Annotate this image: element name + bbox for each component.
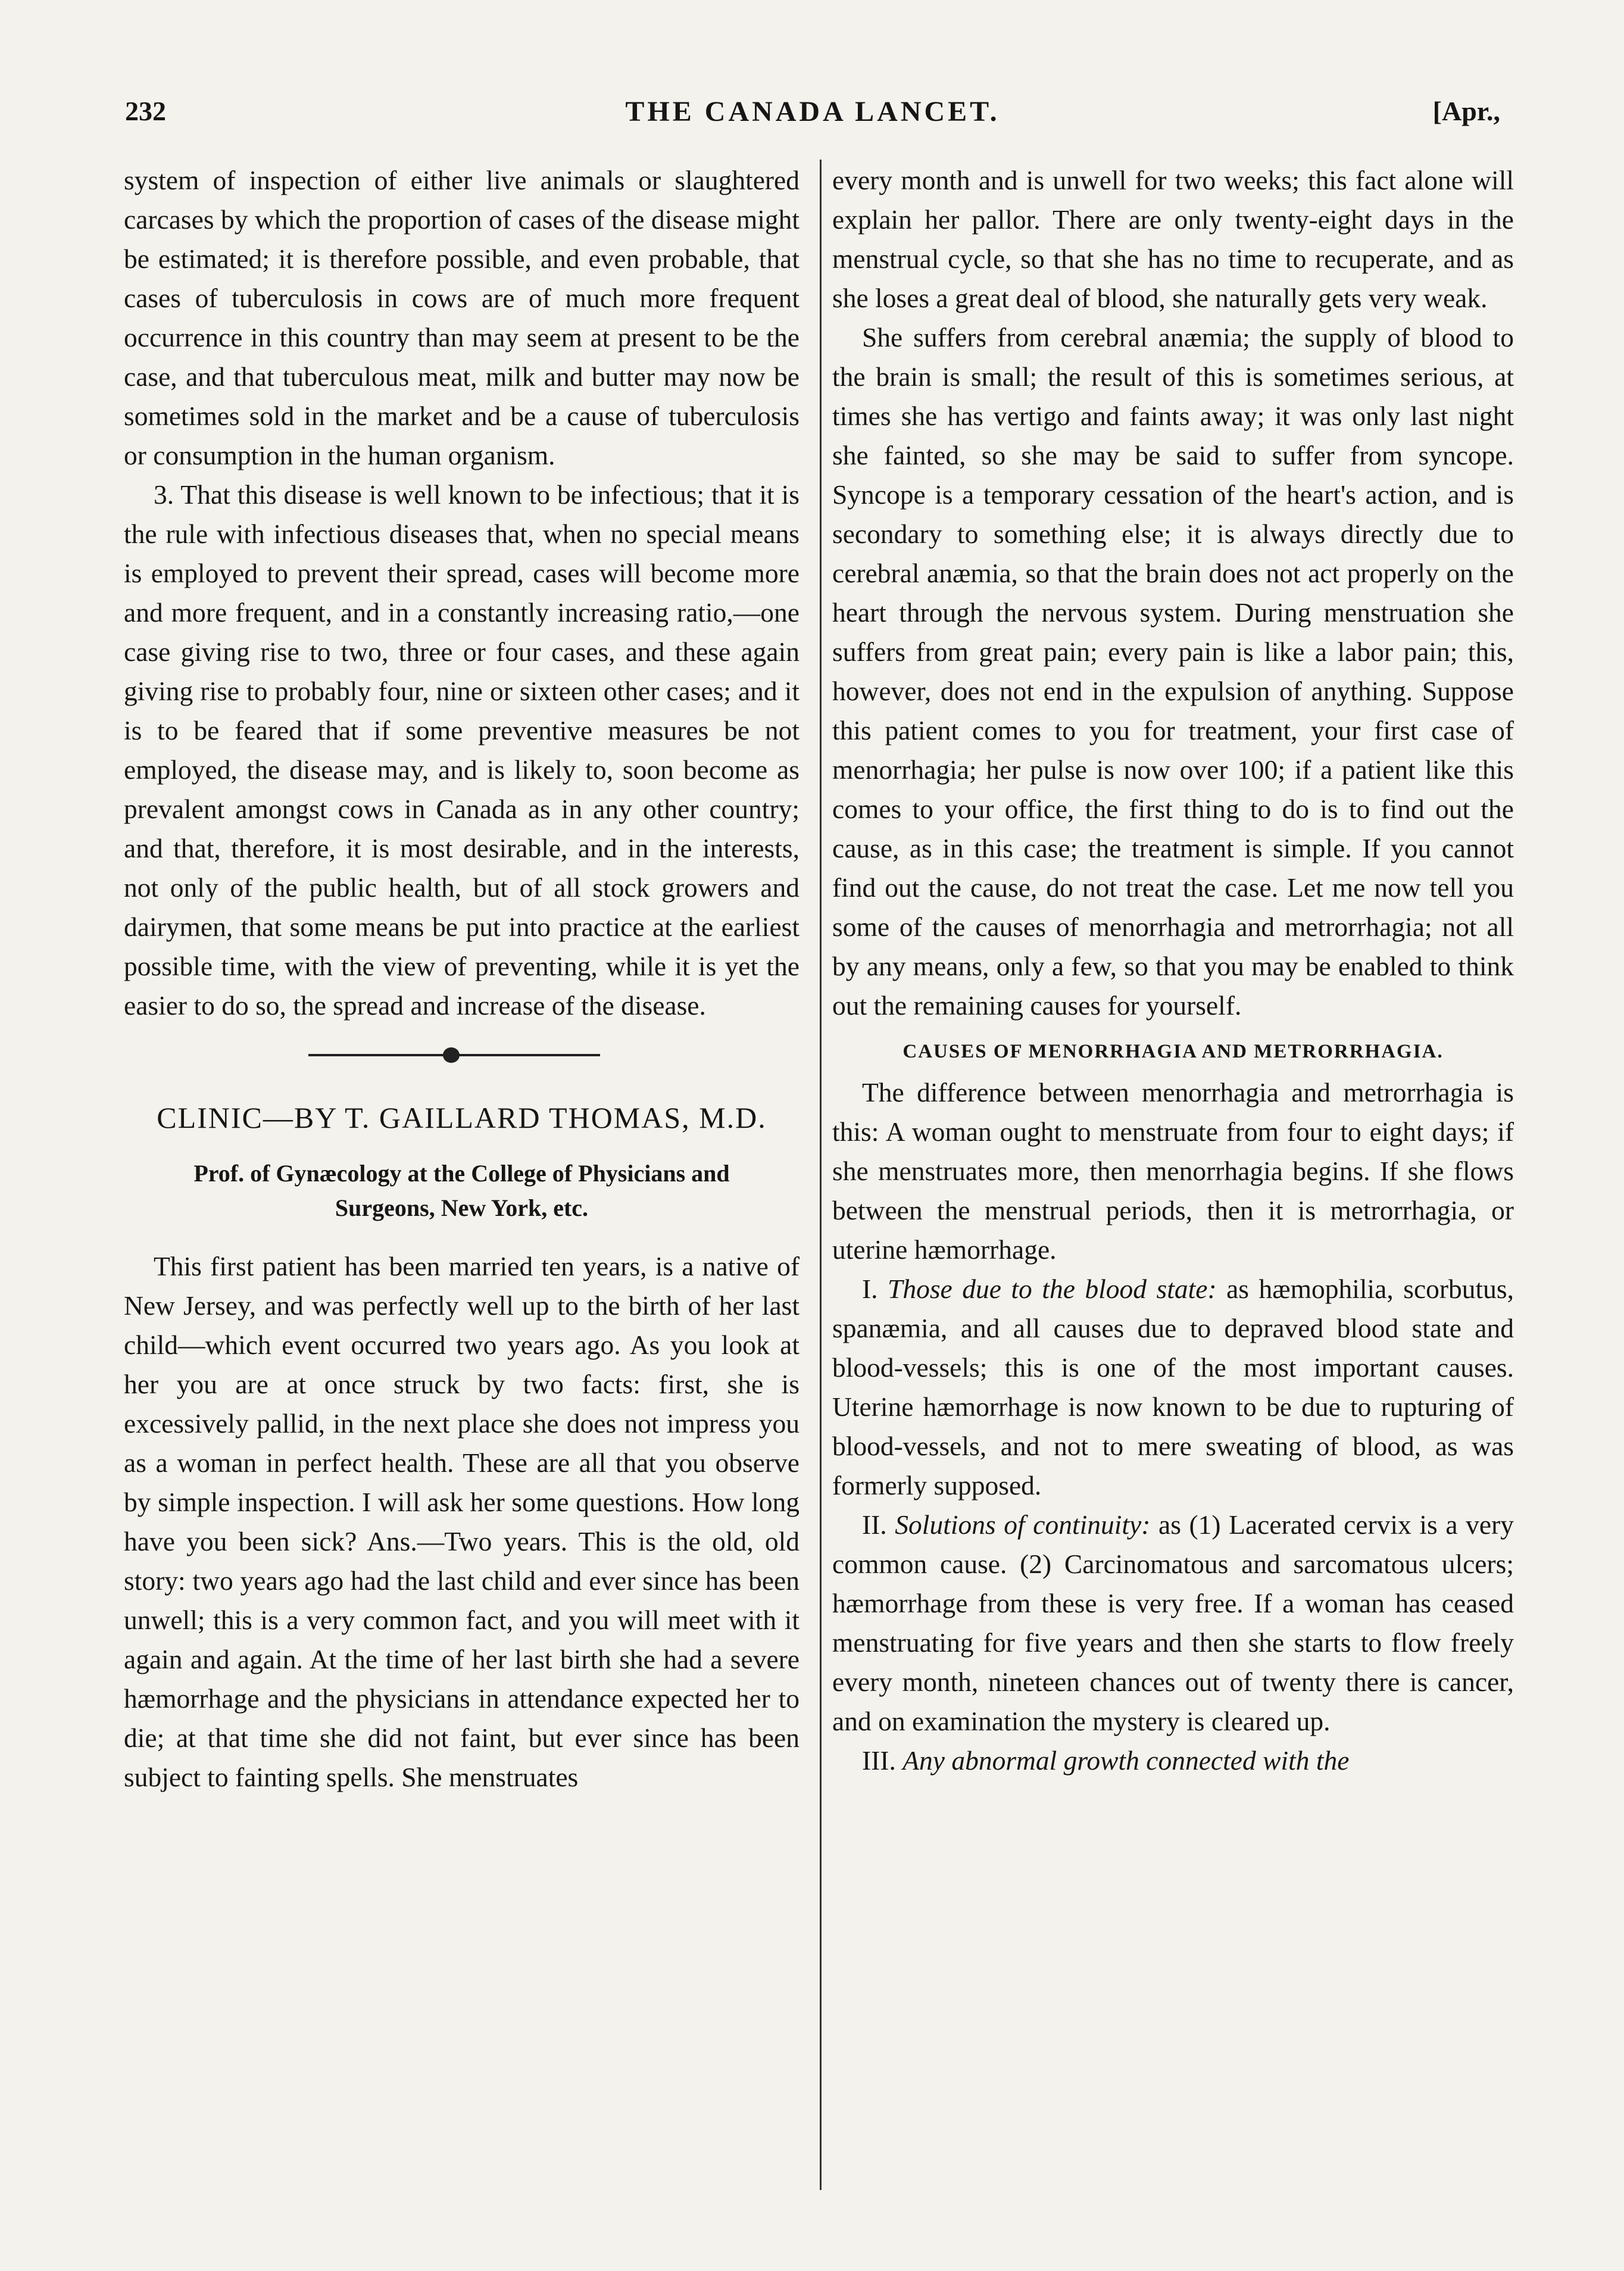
list-label: II. [862, 1509, 887, 1540]
section-heading: CAUSES OF MENORRHAGIA AND METRORRHAGIA. [902, 1041, 1444, 1062]
left-column [124, 161, 799, 1797]
paragraph: She suffers from cerebral anæmia; the supply of blood to the brain is small; the result of this is sometimes serious, at times she has vertigo and faints away; it was only last night she fainted, so she may be said to suffer from syncope. Syncope is a temporary cessation of the heart's action, and is secondary to something else; it is always directly due to cerebral anæmia, so that the brain does not act properly on the heart through the nervous system. During menstruation she suffers from great pain; every pain is like a labor pain; this, however, does not end in the expulsion of anything. Suppose this patient comes to you for treatment, your first case of menorrhagia; her pulse is now over 100; if a patient like this comes to your office, the first thing to do is to find out the cause, as in this case; the treatment is simple. If you cannot find out the cause, do not treat the case. Let me now tell you some of the causes of menorrhagia and metrorrhagia; not all by any means, only a few, so that you may be enabled to think out the remaining causes for yourself. [832, 322, 1514, 1021]
paragraph: every month and is unwell for two weeks; this fact alone will explain her pallor. There are only twenty-eight days in the menstrual cycle, so that she has no time to recuperate, and as she loses a great deal of blood, she naturally gets very weak. [832, 165, 1514, 313]
journal-title: THE CANADA LANCET. [625, 96, 1000, 127]
paragraph-text: as (1) Lacerated cervix is a very common cause. (2) Carcinomatous and sarcomatous ulcers; hæmorrhage from these is very free. If a woman has ceased menstruating for five years and then she starts to flow freely every month, nineteen chances out of twenty there is cancer, and on examination the mystery is cleared up. [832, 1509, 1514, 1736]
paragraph: system of inspection of either live animals or slaughtered carcases by which the proportion of cases of the disease might be estimated; it is therefore possible, and even probable, that cases of tuberculosis in cows are of much more frequent occurrence in this country than may seem at present to be the case, and that tuberculous meat, milk and butter may now be sometimes sold in the market and be a cause of tuberculosis or consumption in the human organism. [124, 165, 799, 470]
italic-heading: Any abnormal growth connected with the [902, 1745, 1350, 1776]
page-number: 232 [125, 96, 166, 126]
paragraph-text: as hæmophilia, scorbutus, spanæmia, and all causes due to depraved blood state and blood-vessels; this is one of the most important causes. Uterine hæmorrhage is now known to be due to rupturing of blood-vessels, and not to mere sweating of blood, as was formerly supposed. [832, 1274, 1514, 1501]
column-divider [820, 160, 822, 2190]
running-header [125, 95, 1500, 149]
section-ornament [124, 1037, 799, 1073]
paragraph [832, 1741, 1514, 1780]
paragraph: The difference between menorrhagia and metrorrhagia is this: A woman ought to menstruate from four to eight days; if she menstruates more, then menorrhagia begins. If she flows between the menstrual periods, then it is metrorrhagia, or uterine hæmorrhage. [832, 1077, 1514, 1265]
ornament-dot [443, 1047, 460, 1063]
right-column [832, 161, 1514, 1780]
list-label: I. [862, 1274, 878, 1304]
italic-heading: Those due to the blood state: [888, 1274, 1217, 1304]
paragraph [832, 1269, 1514, 1505]
paragraph [832, 1505, 1514, 1741]
list-label: III. [862, 1745, 896, 1776]
author-byline: Prof. of Gynæcology at the College of Physicians and Surgeons, New York, etc. [193, 1160, 730, 1221]
paragraph: This first patient has been married ten years, is a native of New Jersey, and was perfectly well up to the birth of her last child—which event occurred two years ago. As you look at her you are at once struck by two facts: first, she is excessively pallid, in the next place she does not impress you as a woman in perfect health. These are all that you observe by simple inspection. I will ask her some questions. How long have you been sick? Ans.—Two years. This is the old, old story: two years ago had the last child and ever since has been unwell; this is a very common fact, and you will meet with it again and again. At the time of her last birth she had a severe hæmorrhage and the physicians in attendance expected her to die; at that time she did not faint, but ever since has been subject to fainting spells. She menstruates [124, 1251, 799, 1792]
italic-heading: Solutions of continuity: [895, 1509, 1151, 1540]
issue-month: [Apr., [1432, 96, 1500, 126]
article-title: CLINIC—BY T. GAILLARD THOMAS, M.D. [157, 1101, 767, 1134]
paragraph: 3. That this disease is well known to be infectious; that it is the rule with infectious diseases that, when no special means is employed to prevent their spread, cases will become more and more frequent, and in a constantly increasing ratio,—one case giving rise to two, three or four cases, and these again giving rise to probably four, nine or sixteen other cases; and it is to be feared that if some preventive measures be not employed, the disease may, and is likely to, soon become as prevalent amongst cows in Canada as in any other country; and that, therefore, it is most desirable, and in the interests, not only of the public health, but of all stock growers and dairymen, that some means be put into practice at the earliest possible time, with the view of preventing, while it is yet the easier to do so, the spread and increase of the disease. [124, 479, 799, 1021]
